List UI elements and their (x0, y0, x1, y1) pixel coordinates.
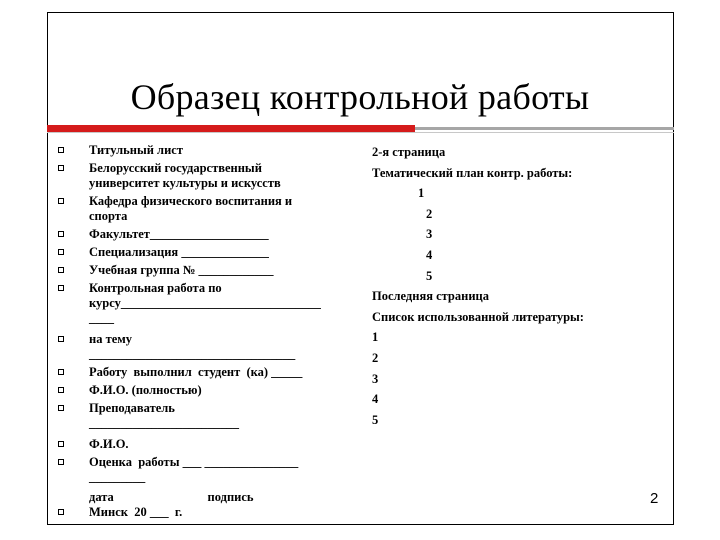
square-bullet-icon (58, 231, 64, 237)
list-number: 2 (426, 206, 433, 221)
list-number: 4 (372, 392, 379, 407)
right-column-line: 2-я страница (372, 145, 446, 159)
slide-title: Образец контрольной работы (130, 77, 590, 117)
square-bullet-icon (58, 387, 64, 393)
list-item-text: Специализация ______________ (89, 245, 269, 259)
square-bullet-icon (58, 285, 64, 291)
square-bullet-icon (58, 165, 64, 171)
list-item (58, 490, 348, 520)
square-bullet-icon (58, 459, 64, 465)
title-underline (47, 132, 674, 133)
list-item-text: Работу выполнил студент (ка) _____ (89, 365, 303, 379)
list-number: 3 (426, 227, 433, 242)
square-bullet-icon (58, 509, 64, 515)
list-number: 5 (426, 268, 433, 283)
list-item (58, 143, 348, 158)
list-item-text: Оценка работы ___ _______________ _________ (89, 455, 299, 484)
list-item (58, 437, 348, 452)
list-item (58, 281, 348, 326)
list-item-text: Кафедра физического воспитания и спорта (89, 194, 293, 223)
right-column-line: Список использованной литературы: (372, 309, 584, 324)
right-column (360, 142, 650, 430)
list-item (58, 161, 348, 191)
list-item (58, 194, 348, 224)
square-bullet-icon (58, 147, 64, 153)
square-bullet-icon (58, 405, 64, 411)
list-item (58, 383, 348, 398)
list-item (58, 455, 348, 485)
square-bullet-icon (58, 267, 64, 273)
list-number: 5 (372, 412, 379, 427)
list-item-text: Факультет___________________ (89, 227, 269, 241)
list-number: 1 (372, 330, 379, 345)
list-item-text: Преподаватель ________________________ (89, 401, 239, 430)
square-bullet-icon (58, 369, 64, 375)
list-item (58, 263, 348, 278)
list-number: 3 (372, 371, 379, 386)
list-item (58, 245, 348, 260)
list-number: 4 (426, 247, 433, 262)
title-grey-bar (415, 127, 674, 130)
right-column-line: Последняя страница (372, 289, 489, 304)
square-bullet-icon (58, 441, 64, 447)
list-item-text: на тему _________________________________ (89, 332, 296, 361)
list-item-text: Учебная группа № ____________ (89, 263, 274, 277)
list-item-text: Ф.И.О. (полностью) (89, 383, 202, 397)
title-accent-bar (47, 125, 415, 132)
list-item-text: Титульный лист (89, 143, 183, 157)
list-item (58, 365, 348, 380)
list-item (58, 401, 348, 431)
right-column-line: Тематический план контр. работы: (372, 165, 573, 180)
left-bullet-list (58, 140, 348, 520)
square-bullet-icon (58, 198, 64, 204)
list-item-text: Белорусский государственный университет культуры и искусств (89, 161, 281, 190)
list-number: 1 (418, 186, 425, 201)
list-item (58, 227, 348, 242)
page-number: 2 (650, 490, 659, 507)
square-bullet-icon (58, 249, 64, 255)
square-bullet-icon (58, 336, 64, 342)
list-item (58, 332, 348, 362)
list-number: 2 (372, 350, 379, 365)
list-item-text: дата подпись Минск 20 ___ г. (89, 490, 254, 519)
list-item-text: Ф.И.О. (89, 437, 129, 451)
list-item-text: Контрольная работа по курсу________________________________ ____ (89, 281, 321, 325)
